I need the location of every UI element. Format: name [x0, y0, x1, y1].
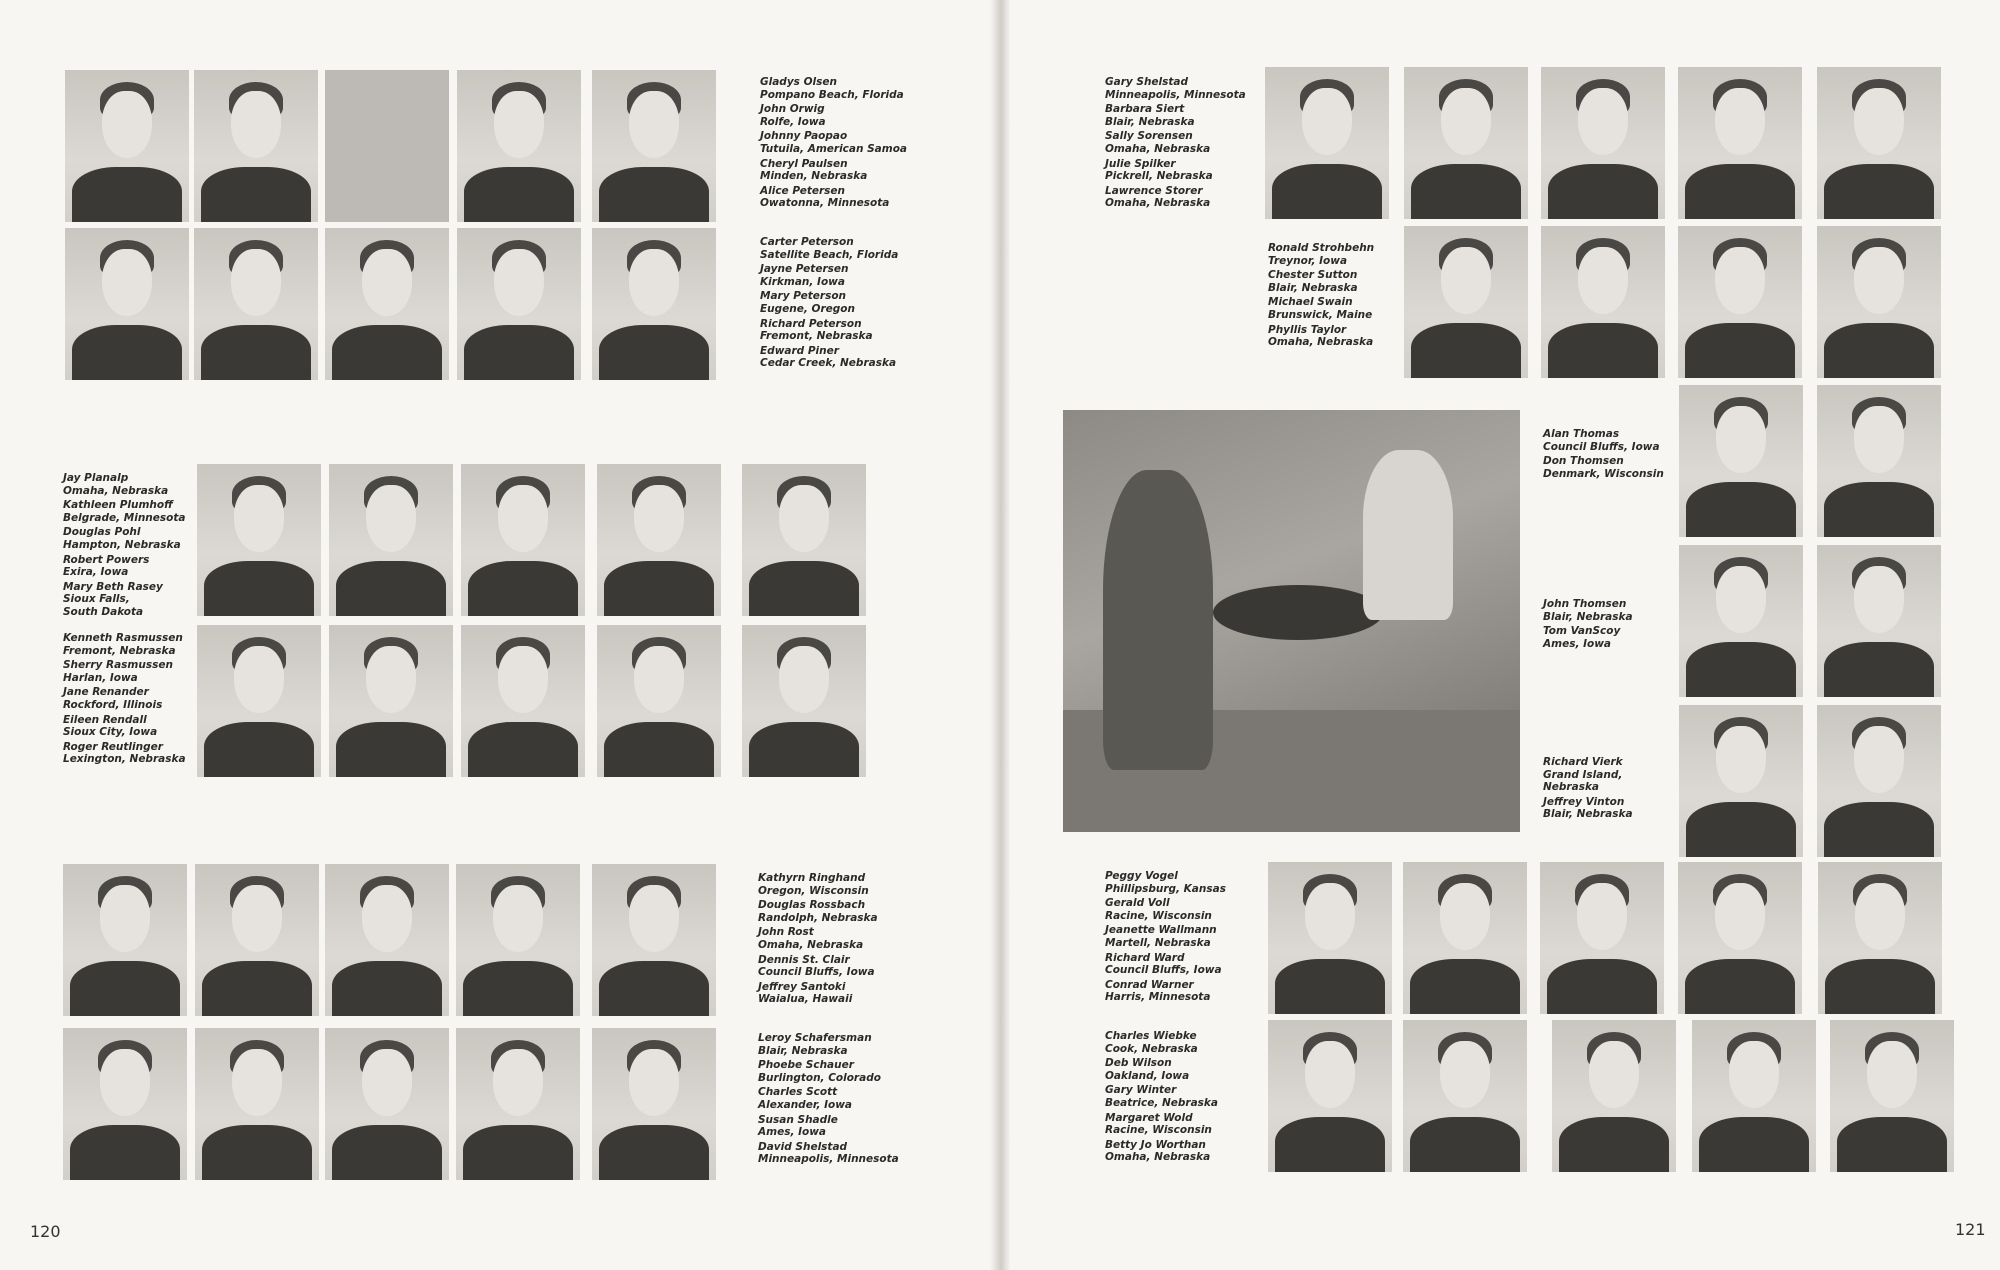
portrait-rasmussen-kenneth	[197, 625, 321, 777]
portrait-scott	[325, 1028, 449, 1180]
candid-photo-cafeteria	[1063, 410, 1520, 832]
portrait-peterson-carter	[65, 228, 189, 380]
portrait-peterson-mary	[325, 228, 449, 380]
portrait-taylor	[1817, 226, 1941, 378]
portrait-paulsen	[457, 70, 581, 222]
portrait-orwig	[194, 70, 318, 222]
portrait-renander	[461, 625, 585, 777]
portrait-sutton	[1541, 226, 1665, 378]
portrait-olsen	[65, 70, 189, 222]
caption-left-group5: Kathyrn Ringhand Oregon, Wisconsin Douglas Rossbach Randolph, Nebraska John Rost Omaha, Nebraska Dennis St. Clair Council Bluffs, Iowa Jeffrey Santoki Waialua, Hawaii	[758, 872, 878, 1006]
portrait-shadle	[456, 1028, 580, 1180]
portrait-vierk	[1679, 705, 1803, 857]
portrait-schafersman	[63, 1028, 187, 1180]
portrait-thomas	[1679, 385, 1803, 537]
portrait-vanscoy	[1817, 545, 1941, 697]
caption-right-group3: Alan Thomas Council Bluffs, Iowa Don Thomsen Denmark, Wisconsin	[1543, 428, 1664, 480]
portrait-powers	[597, 464, 721, 616]
caption-left-group1: Gladys Olsen Pompano Beach, Florida John Orwig Rolfe, Iowa Johnny Paopao Tutuila, American Samoa Cheryl Paulsen Minden, Nebraska Alice Petersen Owatonna, Minnesota	[760, 76, 907, 210]
caption-right-group2: Ronald Strohbehn Treynor, Iowa Chester Sutton Blair, Nebraska Michael Swain Brunswick, Maine Phyllis Taylor Omaha, Nebraska	[1268, 242, 1375, 349]
caption-right-group6: Peggy Vogel Phillipsburg, Kansas Gerald Voll Racine, Wisconsin Jeanette Wallmann Martell, Nebraska Richard Ward Council Bluffs, Iowa Conrad Warner Harris, Minnesota	[1105, 870, 1226, 1004]
caption-left-group2: Carter Peterson Satellite Beach, Florida Jayne Petersen Kirkman, Iowa Mary Peterson Eugene, Oregon Richard Peterson Fremont, Nebraska Edward Piner Cedar Creek, Nebraska	[760, 236, 899, 370]
page-number-right: 121	[1955, 1220, 1986, 1239]
portrait-santoki	[592, 864, 716, 1016]
portrait-petersen-alice	[592, 70, 716, 222]
portrait-thomsen-john	[1679, 545, 1803, 697]
portrait-wold	[1692, 1020, 1816, 1172]
portrait-vinton	[1817, 705, 1941, 857]
caption-right-group4: John Thomsen Blair, Nebraska Tom VanScoy Ames, Iowa	[1543, 598, 1633, 650]
portrait-rost	[325, 864, 449, 1016]
portrait-wilson	[1403, 1020, 1527, 1172]
book-gutter	[990, 0, 1010, 1270]
portrait-peterson-richard	[457, 228, 581, 380]
portrait-planalp	[197, 464, 321, 616]
portrait-worthan	[1830, 1020, 1954, 1172]
portrait-vogel	[1268, 862, 1392, 1014]
portrait-paopao-blank	[325, 70, 449, 222]
portrait-ringhand	[63, 864, 187, 1016]
portrait-siert	[1404, 67, 1528, 219]
portrait-schauer	[195, 1028, 319, 1180]
portrait-sorensen	[1541, 67, 1665, 219]
portrait-shelstad-david	[592, 1028, 716, 1180]
portrait-petersen-jayne	[194, 228, 318, 380]
portrait-plumhoff	[329, 464, 453, 616]
portrait-swain	[1678, 226, 1802, 378]
portrait-ward	[1678, 862, 1802, 1014]
portrait-warner	[1818, 862, 1942, 1014]
portrait-voll	[1403, 862, 1527, 1014]
portrait-piner	[592, 228, 716, 380]
portrait-winter	[1552, 1020, 1676, 1172]
page-number-left: 120	[30, 1222, 61, 1241]
portrait-strohbehn	[1404, 226, 1528, 378]
caption-left-group4: Kenneth Rasmussen Fremont, Nebraska Sherry Rasmussen Harlan, Iowa Jane Renander Rockford, Illinois Eileen Rendall Sioux City, Iowa Roger Reutlinger Lexington, Nebraska	[63, 632, 186, 766]
portrait-rasey	[742, 464, 866, 616]
portrait-pohl	[461, 464, 585, 616]
portrait-spilker	[1678, 67, 1802, 219]
caption-right-group5: Richard Vierk Grand Island, Nebraska Jeffrey Vinton Blair, Nebraska	[1543, 756, 1633, 821]
caption-right-group7: Charles Wiebke Cook, Nebraska Deb Wilson Oakland, Iowa Gary Winter Beatrice, Nebraska Margaret Wold Racine, Wisconsin Betty Jo Worthan Omaha, Nebraska	[1105, 1030, 1219, 1164]
portrait-st-clair	[456, 864, 580, 1016]
portrait-shelstad-gary	[1265, 67, 1389, 219]
portrait-rasmussen-sherry	[329, 625, 453, 777]
portrait-wiebke	[1268, 1020, 1392, 1172]
portrait-wallmann	[1540, 862, 1664, 1014]
portrait-rossbach	[195, 864, 319, 1016]
caption-right-group1: Gary Shelstad Minneapolis, Minnesota Barbara Siert Blair, Nebraska Sally Sorensen Omaha, Nebraska Julie Spilker Pickrell, Nebraska Lawrence Storer Omaha, Nebraska	[1105, 76, 1246, 210]
caption-left-group6: Leroy Schafersman Blair, Nebraska Phoebe Schauer Burlington, Colorado Charles Scott Alexander, Iowa Susan Shadle Ames, Iowa David Shelstad Minneapolis, Minnesota	[758, 1032, 899, 1166]
portrait-storer	[1817, 67, 1941, 219]
portrait-thomsen-don	[1817, 385, 1941, 537]
portrait-reutlinger	[742, 625, 866, 777]
portrait-rendall	[597, 625, 721, 777]
caption-left-group3: Jay Planalp Omaha, Nebraska Kathleen Plumhoff Belgrade, Minnesota Douglas Pohl Hampton, Nebraska Robert Powers Exira, Iowa Mary Beth Rasey Sioux Falls, South Dakota	[63, 472, 186, 618]
